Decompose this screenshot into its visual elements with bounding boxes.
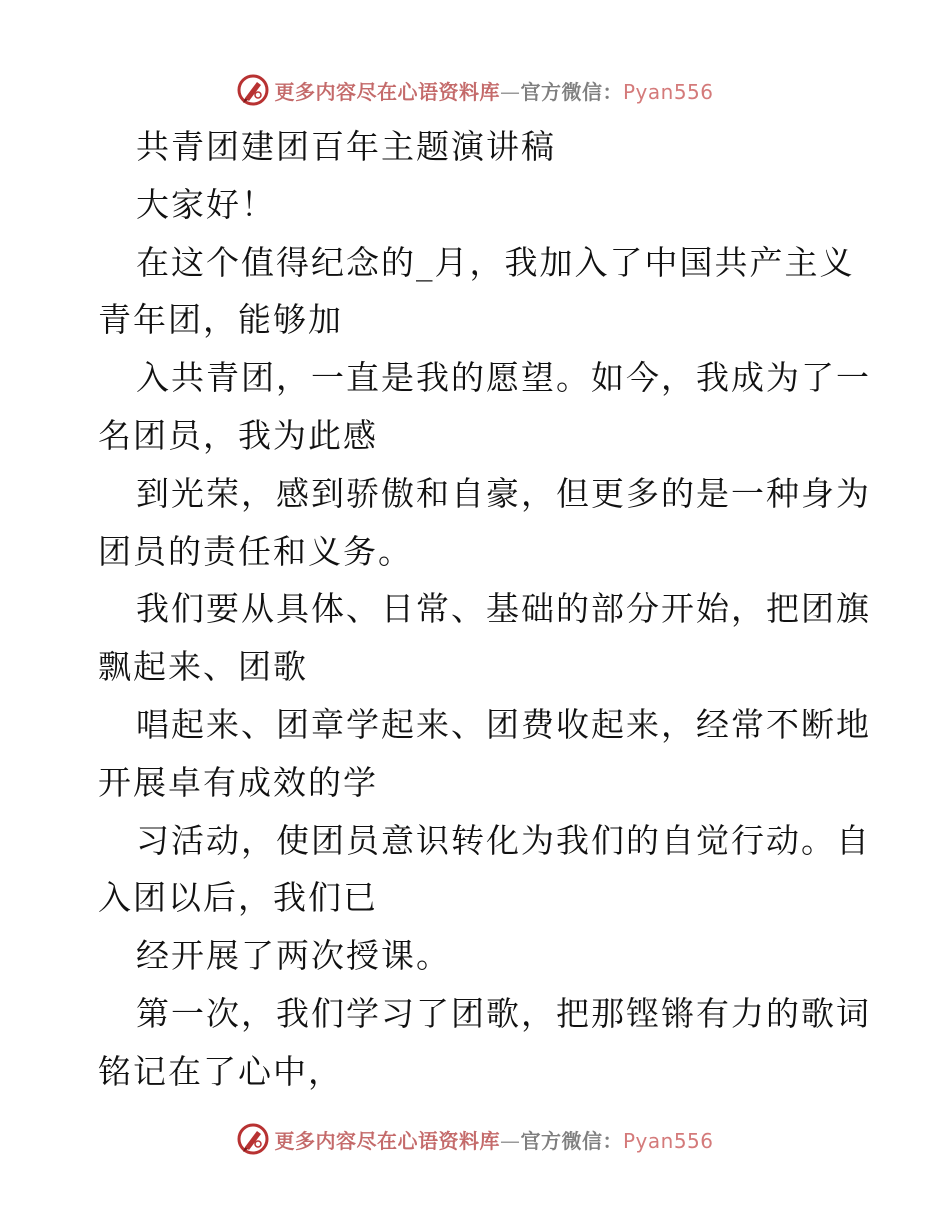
- pen-logo-icon: [236, 1122, 270, 1156]
- text-line: 团员的责任和义务。: [98, 531, 413, 571]
- text-line: 入团以后，我们已: [98, 878, 378, 918]
- header-banner-separator: —: [499, 79, 521, 104]
- header-banner-wechat-label: 官方微信：: [520, 79, 623, 104]
- text-line: 习活动，使团员意识转化为我们的自觉行动。自: [136, 820, 871, 860]
- text-line: 开展卓有成效的学: [98, 762, 378, 802]
- text-line: 经开展了两次授课。: [136, 936, 451, 976]
- text-line: 我们要从具体、日常、基础的部分开始，把团旗: [136, 589, 871, 629]
- text-line: 到光荣，感到骄傲和自豪，但更多的是一种身为: [136, 473, 871, 513]
- footer-banner-text: [274, 1125, 713, 1154]
- text-line: 唱起来、团章学起来、团费收起来，经常不断地: [136, 704, 871, 744]
- footer-banner-wechat-label: 官方微信：: [520, 1128, 623, 1153]
- footer-banner-separator: —: [499, 1128, 521, 1153]
- text-line: 名团员，我为此感: [98, 415, 378, 455]
- text-line: 铭记在了心中，: [98, 1051, 343, 1091]
- header-banner-main: 更多内容尽在心语资料库: [274, 79, 500, 104]
- text-line: 在这个值得纪念的_月，我加入了中国共产主义: [136, 242, 855, 282]
- document-title: 共青团建团百年主题演讲稿: [136, 127, 556, 166]
- text-line: 第一次，我们学习了团歌，把那铿锵有力的歌词: [136, 993, 871, 1033]
- header-banner-wechat-id: Pyan556: [622, 79, 714, 104]
- footer-banner: [0, 1117, 950, 1161]
- document-body: [98, 118, 871, 1101]
- greeting-line: 大家好！: [136, 184, 276, 224]
- text-line: 飘起来、团歌: [98, 647, 308, 687]
- pen-logo-icon: [236, 73, 270, 107]
- header-banner-text: [274, 76, 713, 105]
- text-line: 青年团，能够加: [98, 300, 343, 340]
- header-banner: [0, 68, 950, 112]
- footer-banner-main: 更多内容尽在心语资料库: [274, 1128, 500, 1153]
- text-line: 入共青团，一直是我的愿望。如今，我成为了一: [136, 358, 871, 398]
- footer-banner-wechat-id: Pyan556: [622, 1128, 714, 1153]
